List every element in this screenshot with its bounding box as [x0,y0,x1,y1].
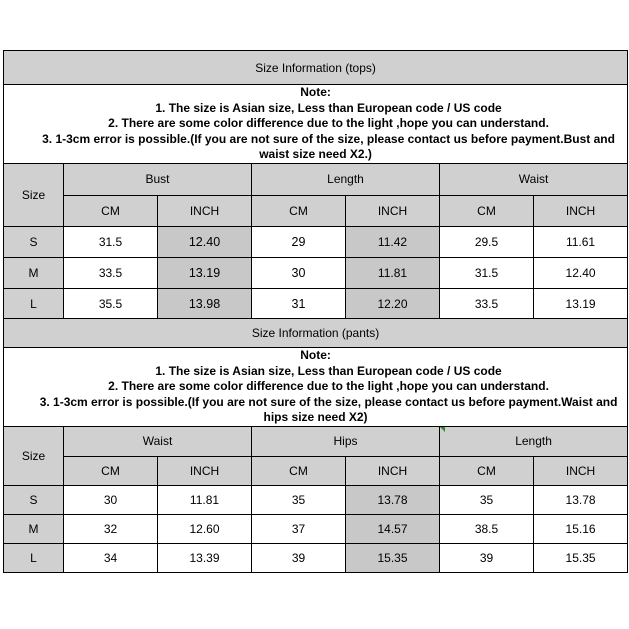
pants-unit-header: INCH [346,456,440,485]
tops-size-table [3,50,628,320]
value-cell: 12.20 [346,288,440,319]
value-cell: 29.5 [440,226,534,257]
pants-size-table [3,318,628,573]
value-cell: 15.35 [346,543,440,572]
table-row [4,543,628,572]
tops-size-header: Size [4,163,64,226]
tops-unit-header: CM [440,195,534,226]
value-cell: 35 [440,485,534,514]
tops-group-bust: Bust [64,163,252,195]
value-cell: 30 [64,485,158,514]
pants-note-heading: Note: [300,348,331,362]
value-cell: 13.19 [158,257,252,288]
value-cell: 34 [64,543,158,572]
pants-note-line-1: 1. The size is Asian size, Less than European code / US code [155,363,502,378]
tops-unit-header: CM [64,195,158,226]
size-label-cell: S [4,226,64,257]
value-cell: 35.5 [64,288,158,319]
value-cell: 33.5 [64,257,158,288]
table-row [4,288,628,319]
pants-note-line-2: 2. There are some color difference due to the light ,hope you can understand. [108,379,549,393]
value-cell: 15.35 [534,543,628,572]
value-cell: 39 [252,543,346,572]
value-cell: 39 [440,543,534,572]
value-cell: 11.42 [346,226,440,257]
value-cell: 31.5 [64,226,158,257]
value-cell: 11.81 [158,485,252,514]
table-row [4,514,628,543]
value-cell: 13.19 [534,288,628,319]
size-label-cell: L [4,288,64,319]
tops-unit-header: INCH [346,195,440,226]
pants-unit-header: INCH [534,456,628,485]
pants-unit-header: CM [64,456,158,485]
value-cell: 12.40 [534,257,628,288]
tops-note [4,85,628,164]
value-cell: 15.16 [534,514,628,543]
value-cell: 32 [64,514,158,543]
size-label-cell: M [4,257,64,288]
pants-note-line-3: 3. 1-3cm error is possible.(If you are not sure of the size, please contact us before payment.Waist and hips size need X2) [39,394,618,424]
table-row [4,485,628,514]
pants-group-length [440,426,628,456]
value-cell: 14.57 [346,514,440,543]
size-label-cell: L [4,543,64,572]
value-cell: 38.5 [440,514,534,543]
size-label-cell: M [4,514,64,543]
tops-note-line-3: 3. 1-3cm error is possible.(If you are not sure of the size, please contact us before payment.Bust and waist size need X2.) [42,131,615,161]
pants-size-header: Size [4,426,64,485]
tops-unit-header: INCH [534,195,628,226]
pants-note [4,348,628,427]
tops-group-waist: Waist [440,163,628,195]
value-cell: 33.5 [440,288,534,319]
pants-group-waist: Waist [64,426,252,456]
tops-unit-header: CM [252,195,346,226]
value-cell: 31.5 [440,257,534,288]
tops-group-length: Length [252,163,440,195]
value-cell: 13.98 [158,288,252,319]
pants-unit-header: CM [252,456,346,485]
value-cell: 12.40 [158,226,252,257]
tops-unit-header: INCH [158,195,252,226]
value-cell: 37 [252,514,346,543]
size-label-cell: S [4,485,64,514]
value-cell: 35 [252,485,346,514]
pants-unit-header: CM [440,456,534,485]
value-cell: 11.81 [346,257,440,288]
tops-note-line-1: 1. The size is Asian size, Less than European code / US code [155,100,502,115]
value-cell: 30 [252,257,346,288]
cell-comment-marker-icon [440,427,445,432]
value-cell: 13.39 [158,543,252,572]
tops-note-heading: Note: [300,85,331,99]
value-cell: 29 [252,226,346,257]
pants-title: Size Information (pants) [4,319,628,348]
table-row [4,257,628,288]
table-row [4,226,628,257]
value-cell: 12.60 [158,514,252,543]
value-cell: 13.78 [346,485,440,514]
pants-unit-header: INCH [158,456,252,485]
value-cell: 31 [252,288,346,319]
tops-note-line-2: 2. There are some color difference due to the light ,hope you can understand. [108,116,549,130]
tops-title: Size Information (tops) [4,51,628,85]
pants-group-length-label: Length [515,434,552,448]
value-cell: 13.78 [534,485,628,514]
pants-group-hips: Hips [252,426,440,456]
size-chart-sheet [3,50,627,573]
value-cell: 11.61 [534,226,628,257]
